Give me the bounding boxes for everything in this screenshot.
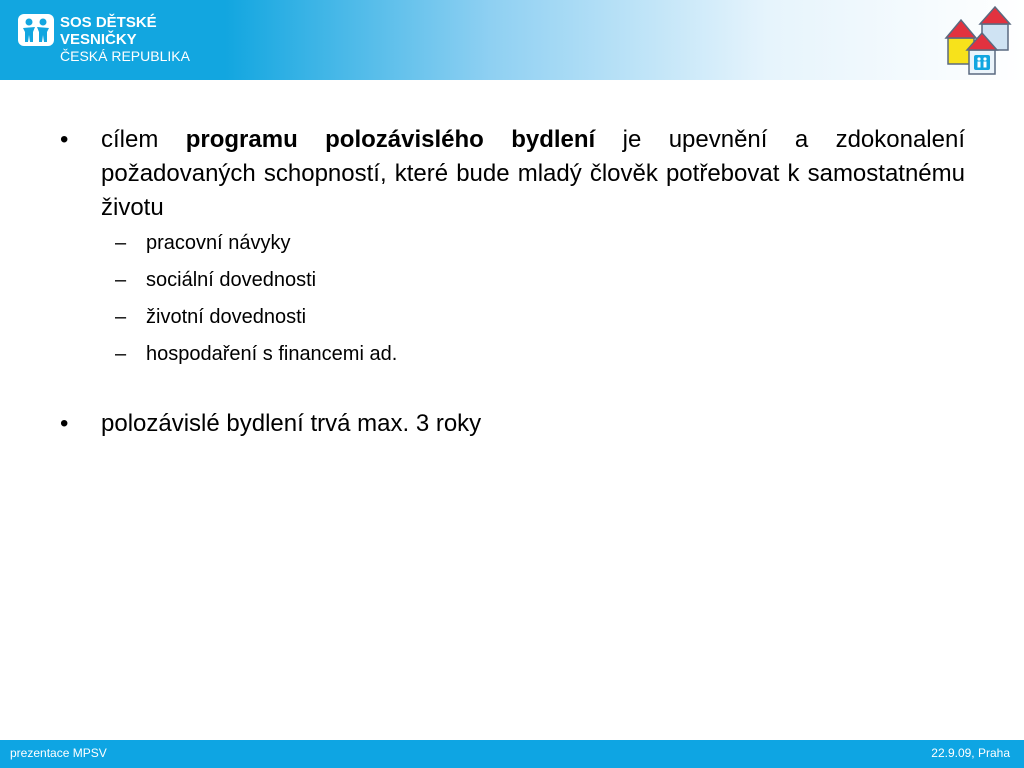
logo-line-3: ČESKÁ REPUBLIKA	[60, 48, 190, 64]
bullet-mark: •	[60, 410, 69, 437]
bullet-mark: •	[60, 126, 69, 153]
sub-item	[60, 336, 965, 373]
sub-item-mark: –	[115, 269, 127, 291]
bullet-text-suffix: je upevnění a zdokonalení požadovaných schopností, které bude mladý člověk potřebovat k samostatnému životu	[101, 126, 965, 221]
houses-logo-icon	[944, 4, 1014, 76]
slide-content	[60, 123, 965, 441]
sub-item-label: životní dovednosti	[146, 306, 307, 328]
bullet-text	[101, 123, 965, 225]
footer-right-text: 22.9.09, Praha	[931, 746, 1010, 760]
sub-item	[60, 262, 965, 299]
logo-line-2: VESNIČKY	[60, 31, 137, 48]
bullet-text-prefix: cílem	[101, 126, 186, 153]
logo-text	[60, 14, 190, 65]
sub-item	[60, 225, 965, 262]
bullet-text: polozávislé bydlení trvá max. 3 roky	[101, 410, 482, 437]
bullet-item	[60, 123, 965, 225]
footer-left-text: prezentace MPSV	[10, 746, 107, 760]
sub-item-label: pracovní návyky	[146, 232, 291, 254]
sub-item-label: hospodaření s financemi ad.	[146, 343, 398, 365]
bullet-text-bold: programu polozávislého bydlení	[185, 126, 596, 153]
logo-line-1: SOS DĚTSKÉ	[60, 14, 157, 31]
sub-item-mark: –	[115, 232, 127, 254]
sub-item-mark: –	[115, 306, 127, 328]
slide-footer	[0, 740, 1024, 768]
sub-item-label: sociální dovednosti	[146, 269, 317, 291]
bullet-item	[60, 407, 965, 441]
sub-item	[60, 299, 965, 336]
spacer	[60, 373, 965, 407]
sub-item-mark: –	[115, 343, 127, 365]
sos-children-logo-icon	[18, 14, 54, 46]
slide-header	[0, 0, 1024, 80]
